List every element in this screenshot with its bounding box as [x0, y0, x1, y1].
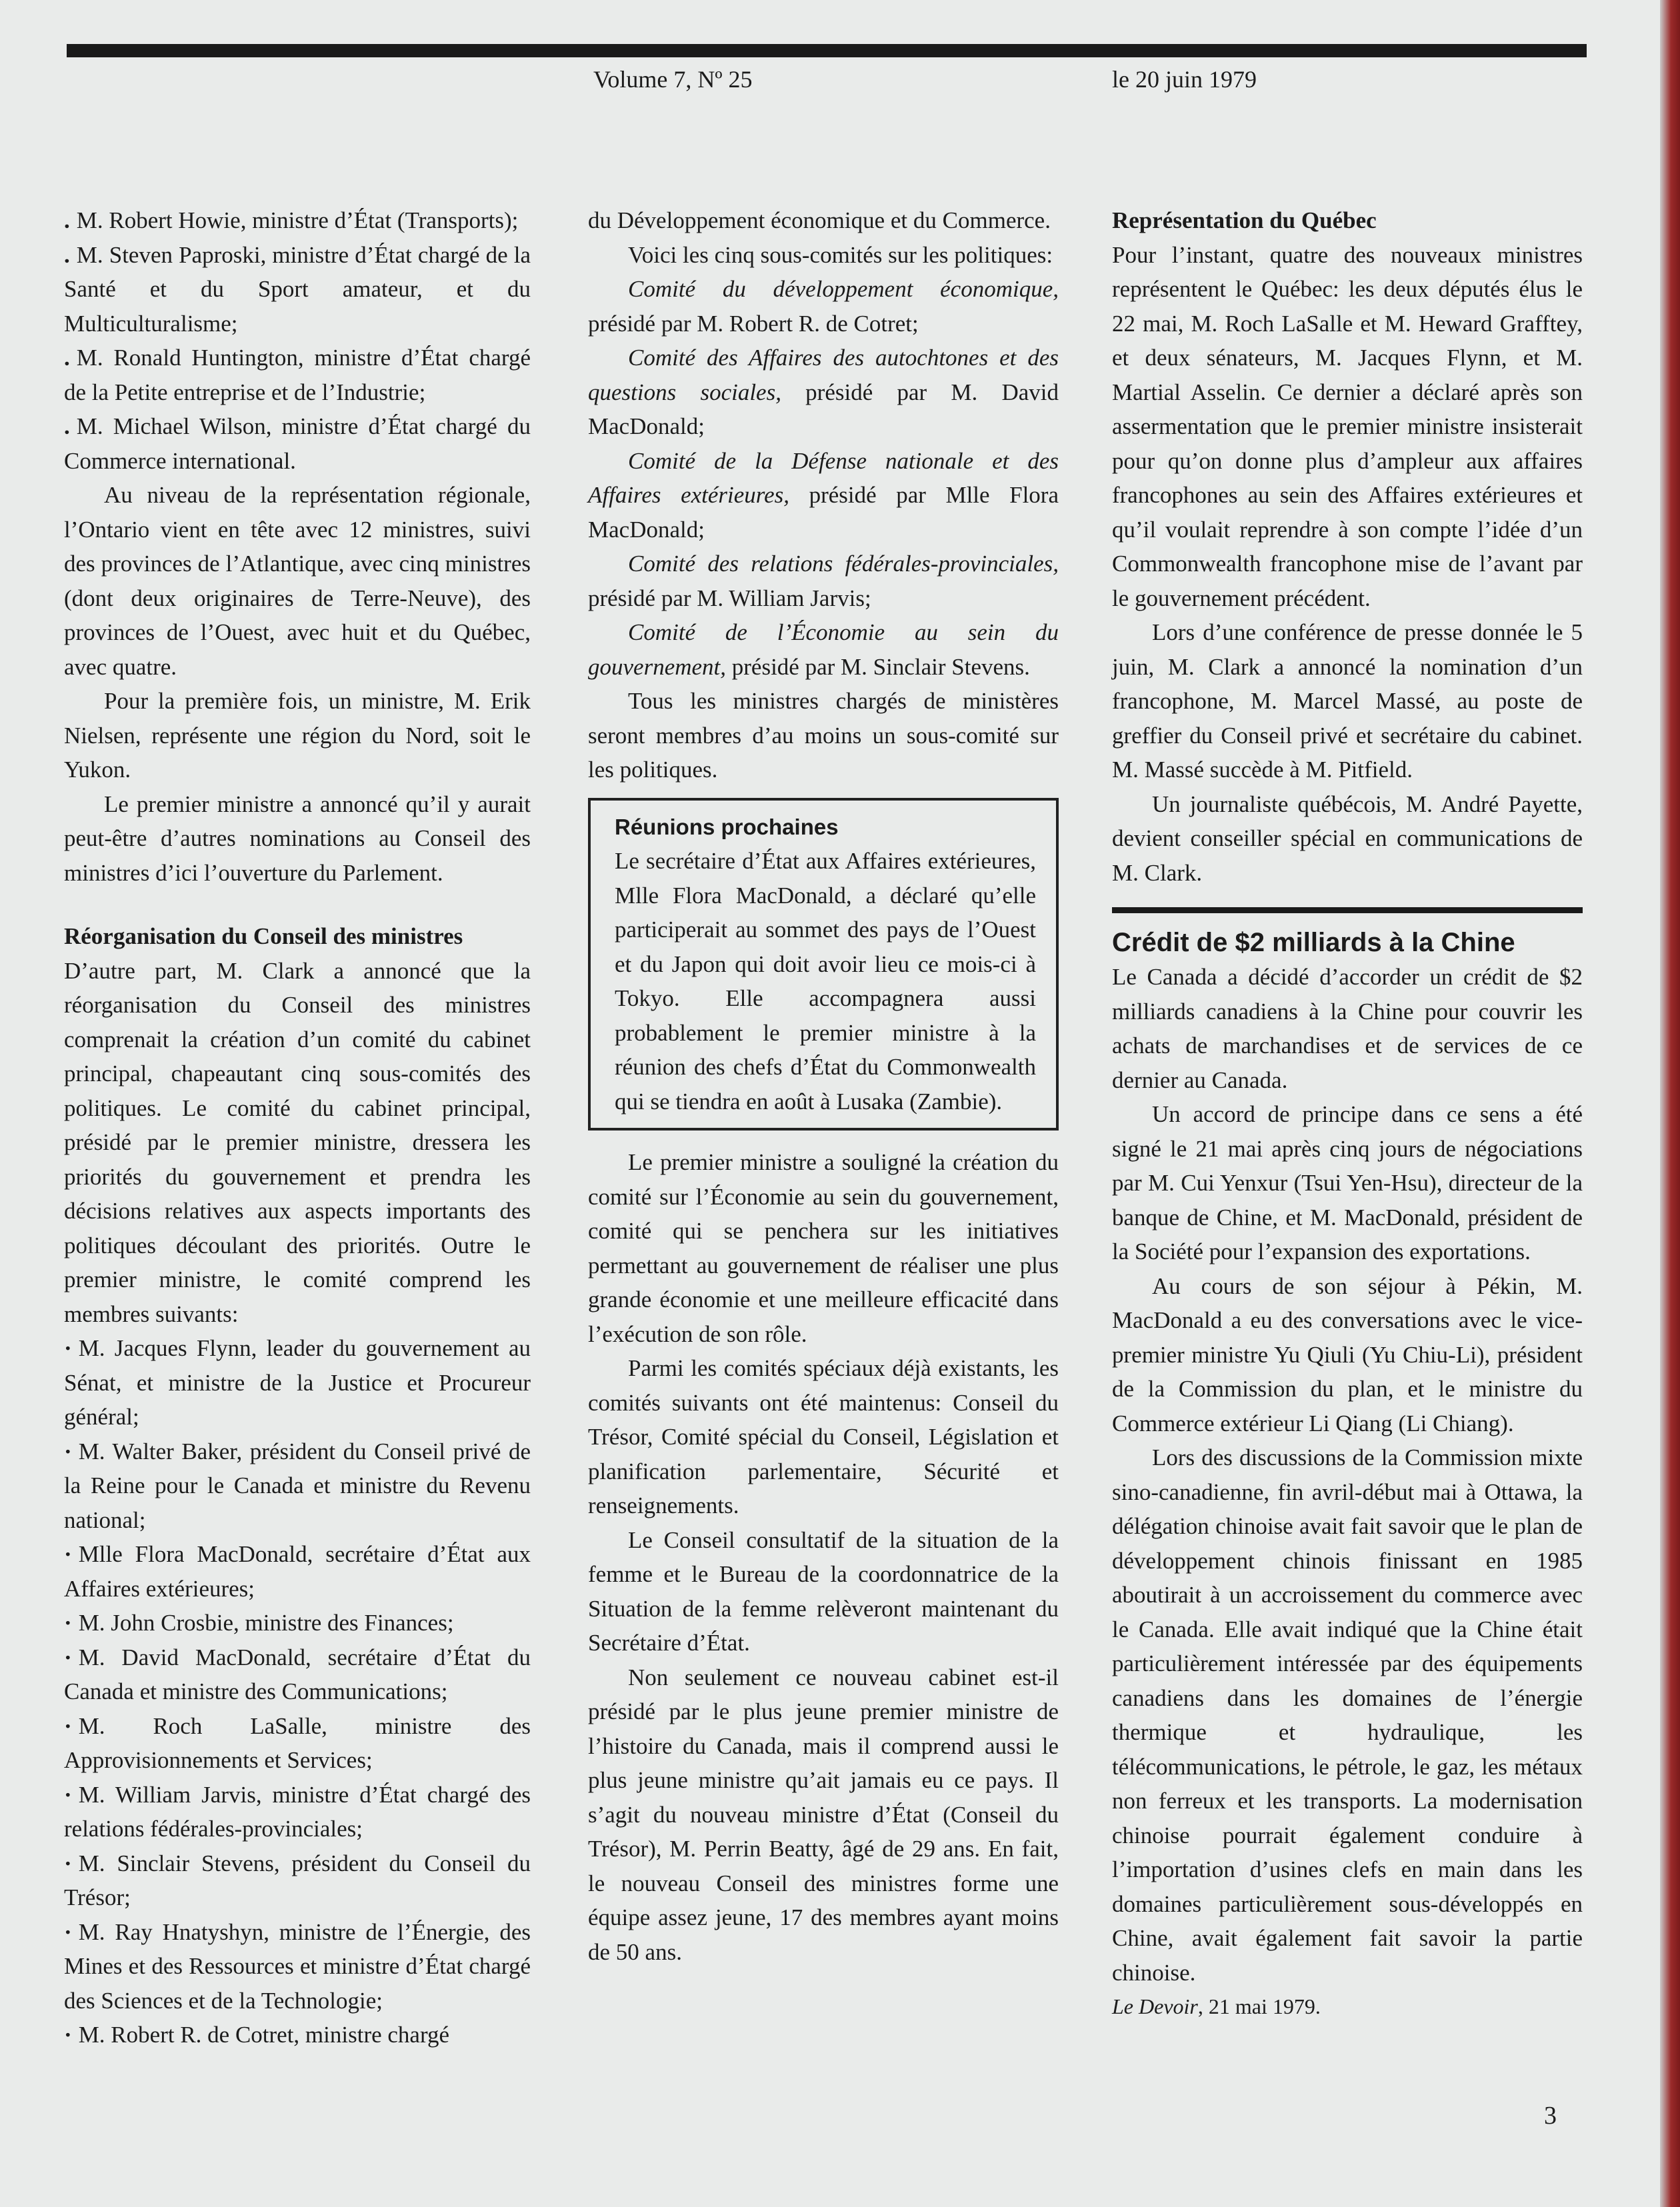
list-item: · M. David MacDonald, secrétaire d’État du Canada et ministre des Communications;: [64, 1644, 531, 1704]
paragraph: Le Conseil consultatif de la situation de la femme et le Bureau de la coordonnatrice de la Situation de la femme relèveront maintenant du Secrétaire d’État.: [588, 1526, 1059, 1656]
column-3: [1112, 203, 1583, 2024]
article-title: Crédit de $2 milliards à la Chine: [1112, 928, 1515, 957]
paragraph: Lors des discussions de la Commission mixte sino-canadienne, fin avril-début mai à Ottawa, la délégation chinoise avait fait savoir que le plan de développement chinois finissant en 1985 aboutirait à un accroissement du commerce avec le Canada. Elle avait indiqué que la Chine était particulièrement intéressée par des équipements canadiens dans les domaines de l’énergie thermique et hydraulique, les télécommunications, le pétrole, le gaz, les métaux non ferreux et les transports. La modernisation chinoise pourrait également conduire à l’importation d’usines clefs en main dans les domaines particulièrement sous-développés en Chine, avait également fait savoir la partie chinoise.: [1112, 1444, 1583, 1986]
committee-item: Comité des Affaires des autochtones et des questions sociales, présidé par M. David MacDonald;: [588, 345, 1059, 439]
page-edge: [1660, 0, 1680, 2207]
paragraph: Lors d’une conférence de presse donnée le 5 juin, M. Clark a annoncé la nomination d’un francophone, M. Marcel Massé, au poste de greffier du Conseil privé et secrétaire du cabinet. M. Massé succède à M. Pitfield.: [1112, 619, 1583, 783]
section-rule: [1112, 907, 1583, 913]
paragraph: Parmi les comités spéciaux déjà existants, les comités suivants ont été maintenus: Conseil du Trésor, Comité spécial du Conseil, Législation et planification parlementaire, Sécurité et renseignements.: [588, 1355, 1059, 1518]
column-1: [64, 203, 531, 2052]
volume-number: Volume 7, Nº 25: [593, 66, 753, 93]
paragraph: D’autre part, M. Clark a annoncé que la réorganisation du Conseil des ministres comprenait la création d’un comité du cabinet principal, chapeautant cinq sous-comités des politiques. Le comité du cabinet principal, présidé par le premier ministre, dressera les priorités du gouvernement et prendra les décisions relatives aux aspects importants des politiques découlant des priorités. Outre le premier ministre, le comité comprend les membres suivants:: [64, 957, 531, 1327]
list-item: · M. Roch LaSalle, ministre des Approvisionnements et Services;: [64, 1712, 531, 1773]
paragraph: Voici les cinq sous-comités sur les politiques:: [628, 241, 1053, 268]
paragraph: Tous les ministres chargés de ministères seront membres d’au moins un sous-comité sur les politiques.: [588, 688, 1059, 783]
committee-item: Comité du développement économique, présidé par M. Robert R. de Cotret;: [588, 276, 1059, 337]
list-item: . M. Michael Wilson, ministre d’État chargé du Commerce international.: [64, 413, 531, 474]
committee-item: Comité de la Défense nationale et des Affaires extérieures, présidé par Mlle Flora MacDonald;: [588, 447, 1059, 543]
section-heading: Réorganisation du Conseil des ministres: [64, 923, 463, 949]
list-item: · M. Ray Hnatyshyn, ministre de l’Énergie, des Mines et des Ressources et ministre d’État chargé des Sciences et de la Technologie;: [64, 1918, 531, 2014]
list-item: · M. Jacques Flynn, leader du gouvernement au Sénat, et ministre de la Justice et Procureur général;: [64, 1335, 531, 1430]
list-item: . M. Ronald Huntington, ministre d’État chargé de la Petite entreprise et de l’Industrie;: [64, 345, 531, 405]
column-2: [588, 203, 1059, 1969]
list-item: · M. William Jarvis, ministre d’État chargé des relations fédérales-provinciales;: [64, 1781, 531, 1842]
paragraph: Le Canada a décidé d’accorder un crédit de $2 milliards canadiens à la Chine pour couvrir les achats de marchandises et de services de ce dernier au Canada.: [1112, 964, 1583, 1093]
section-heading: Représentation du Québec: [1112, 207, 1377, 233]
list-item: · M. Walter Baker, président du Conseil privé de la Reine pour le Canada et ministre du Revenu national;: [64, 1438, 531, 1533]
paragraph: Un accord de principe dans ce sens a été signé le 21 mai après cinq jours de négociations par M. Cui Yenxur (Tsui Yen-Hsu), directeur de la banque de Chine, et M. MacDonald, président de la Société pour l’expansion des exportations.: [1112, 1101, 1583, 1264]
page-number: 3: [1544, 2102, 1557, 2130]
list-item: · Mlle Flora MacDonald, secrétaire d’État aux Affaires extérieures;: [64, 1541, 531, 1602]
masthead: [0, 61, 1680, 101]
paragraph: Un journaliste québécois, M. André Payette, devient conseiller spécial en communications de M. Clark.: [1112, 791, 1583, 886]
issue-date: le 20 juin 1979: [1112, 66, 1257, 93]
sidebar-box: [588, 798, 1059, 1131]
list-item: · M. Robert R. de Cotret, ministre chargé: [64, 2022, 450, 2048]
paragraph: Le premier ministre a annoncé qu’il y aurait peut-être d’autres nominations au Conseil des ministres d’ici l’ouverture du Parlement.: [64, 791, 531, 886]
committee-item: Comité des relations fédérales-provinciales, présidé par M. William Jarvis;: [588, 551, 1059, 611]
paragraph: Le premier ministre a souligné la création du comité sur l’Économie au sein du gouvernement, comité qui se penchera sur les initiatives permettant au gouvernement de réaliser une plus grande économie et une meilleure efficacité dans l’exécution de son rôle.: [588, 1149, 1059, 1347]
paragraph: Non seulement ce nouveau cabinet est-il présidé par le plus jeune premier ministre de l’histoire du Canada, mais il comprend aussi le plus jeune ministre qu’ait jamais eu ce pays. Il s’agit du nouveau ministre d’État (Conseil du Trésor), M. Perrin Beatty, âgé de 29 ans. En fait, le nouveau Conseil des ministres forme une équipe assez jeune, 17 des membres ayant moins de 50 ans.: [588, 1664, 1059, 1965]
source-citation: Le Devoir, 21 mai 1979.: [1112, 1994, 1321, 2018]
top-rule: [67, 44, 1587, 57]
paragraph: Pour l’instant, quatre des nouveaux ministres représentent le Québec: les deux députés élus le 22 mai, M. Roch LaSalle et M. Heward Grafftey, et deux sénateurs, M. Jacques Flynn, et M. Martial Asselin. Ce dernier a déclaré après son assermentation que le premier ministre insisterait pour qu’on donne plus d’ampleur aux affaires francophones au sein des Affaires extérieures et qu’il voulait reprendre à son compte l’idée d’un Commonwealth francophone mise de l’avant par le gouvernement précédent.: [1112, 241, 1583, 611]
list-item: · M. John Crosbie, ministre des Finances;: [64, 1610, 454, 1636]
box-text: Le secrétaire d’État aux Affaires extérieures, Mlle Flora MacDonald, a déclaré qu’elle participerait au sommet des pays de l’Ouest et du Japon qui doit avoir lieu ce mois-ci à Tokyo. Elle accompagnera aussi probablement le premier ministre à la réunion des chefs d’État du Commonwealth qui se tiendra en août à Lusaka (Zambie).: [615, 848, 1036, 1114]
paragraph: Au niveau de la représentation régionale, l’Ontario vient en tête avec 12 ministres, suivi des provinces de l’Atlantique, avec cinq ministres (dont deux originaires de Terre-Neuve), des provinces de l’Ouest, avec huit et du Québec, avec quatre.: [64, 482, 531, 680]
list-item: . M. Steven Paproski, ministre d’État chargé de la Santé et du Sport amateur, et du Multiculturalisme;: [64, 241, 531, 337]
paragraph: Au cours de son séjour à Pékin, M. MacDonald a eu des conversations avec le vice-premier ministre Yu Qiuli (Yu Chiu-Li), président de la Commission du plan, et le ministre du Commerce extérieur Li Qiang (Li Chiang).: [1112, 1272, 1583, 1436]
box-title: Réunions prochaines: [615, 814, 839, 839]
paragraph: du Développement économique et du Commerce.: [588, 207, 1051, 233]
list-item: · M. Sinclair Stevens, président du Conseil du Trésor;: [64, 1850, 531, 1910]
list-item: . M. Robert Howie, ministre d’État (Transports);: [64, 207, 519, 233]
paragraph: Pour la première fois, un ministre, M. Erik Nielsen, représente une région du Nord, soit le Yukon.: [64, 688, 531, 783]
committee-item: Comité de l’Économie au sein du gouvernement, présidé par M. Sinclair Stevens.: [588, 619, 1059, 680]
